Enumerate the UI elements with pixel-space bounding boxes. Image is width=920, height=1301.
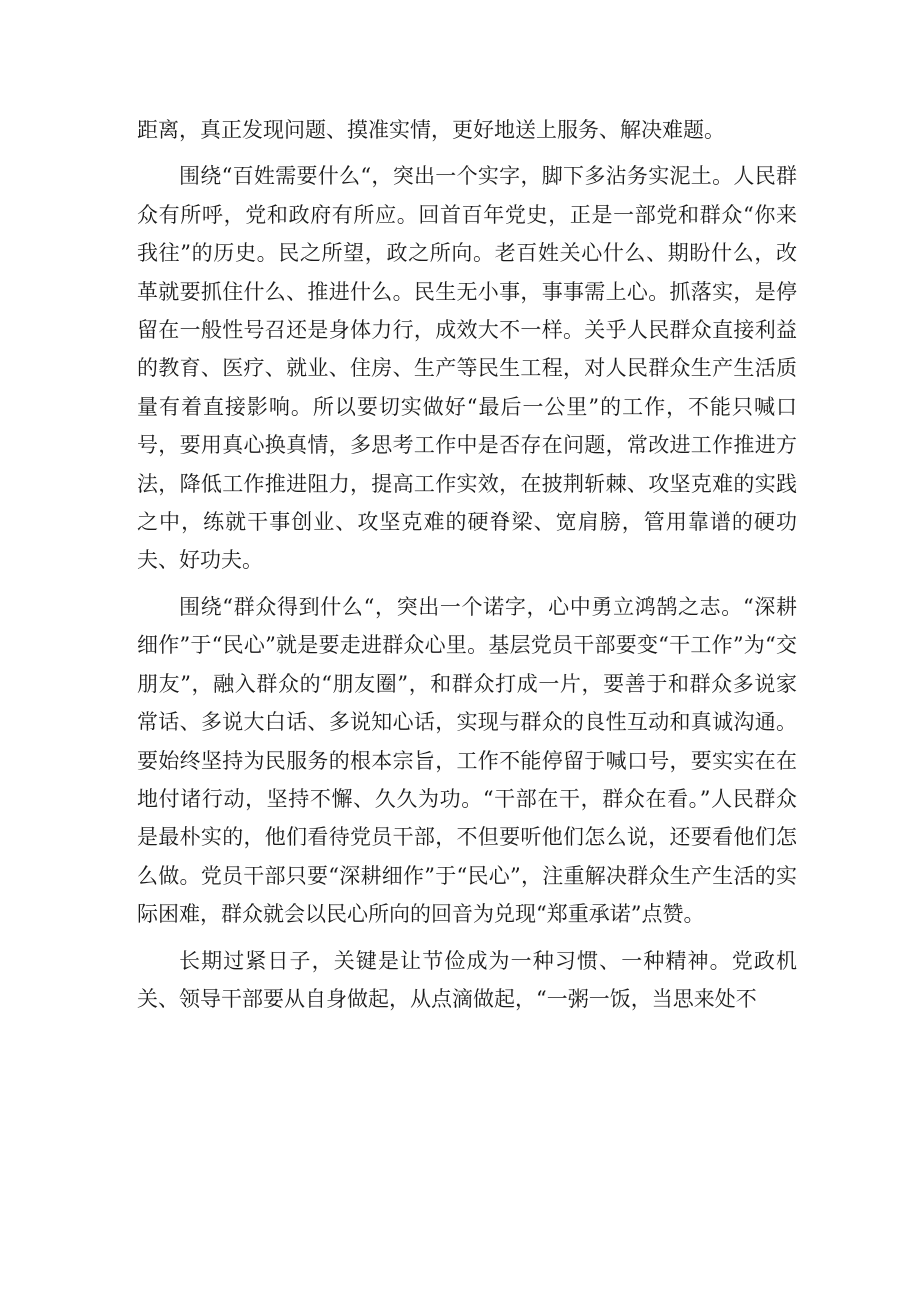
- paragraph-continuation: 距离，真正发现问题、摸准实情，更好地送上服务、解决难题。: [137, 118, 725, 142]
- paragraph-baixing-xuyao: 围绕“百姓需要什么“，突出一个实字，脚下多沾务实泥土。人民群众有所呼，党和政府有所应。回首百年党史，正是一部党和群众“你来我往”的历史。民之所望，政之所向。老百姓关心什么、期盼什么，改革就要抓住什么、推进什么。民生无小事，事事需上心。抓落实，是停留在一般性号召还是身体力行，成效大不一样。关乎人民群众直接利益的教育、医疗、就业、住房、生产等民生工程，对人民群众生产生活质量有着直接影响。所以要切实做好“最后一公里”的工作，不能只喊口号，要用真心换真情，多思考工作中是否存在问题，常改进工作推进方法，降低工作推进阻力，提高工作实效，在披荆斩棘、攻坚克难的实践之中，练就干事创业、攻坚克难的硬脊梁、宽肩膀，管用靠谱的硬功夫、好功夫。: [137, 164, 797, 573]
- paragraph-jiejian: 长期过紧日子，关键是让节俭成为一种习惯、一种精神。党政机关、领导干部要从自身做起，从点滴做起，“一粥一饭，当思来处不: [137, 948, 797, 1011]
- paragraph-qunzhong-dedao: 围绕“群众得到什么“，突出一个诺字，心中勇立鸿鹄之志。“深耕细作”于“民心”就是要走进群众心里。基层党员干部要变“干工作”为“交朋友”，融入群众的“朋友圈”，和群众打成一片，要善于和群众多说家常话、多说大白话、多说知心话，实现与群众的良性互动和真诚沟通。要始终坚持为民服务的根本宗旨，工作不能停留于喊口号，要实实在在地付诸行动，坚持不懈、久久为功。“干部在干，群众在看。”人民群众是最朴实的，他们看待党员干部，不但要听他们怎么说，还要看他们怎么做。党员干部只要“深耕细作”于“民心”，注重解决群众生产生活的实际困难，群众就会以民心所向的回音为兑现“郑重承诺”点赞。: [137, 594, 797, 927]
- document-body: [137, 111, 797, 1018]
